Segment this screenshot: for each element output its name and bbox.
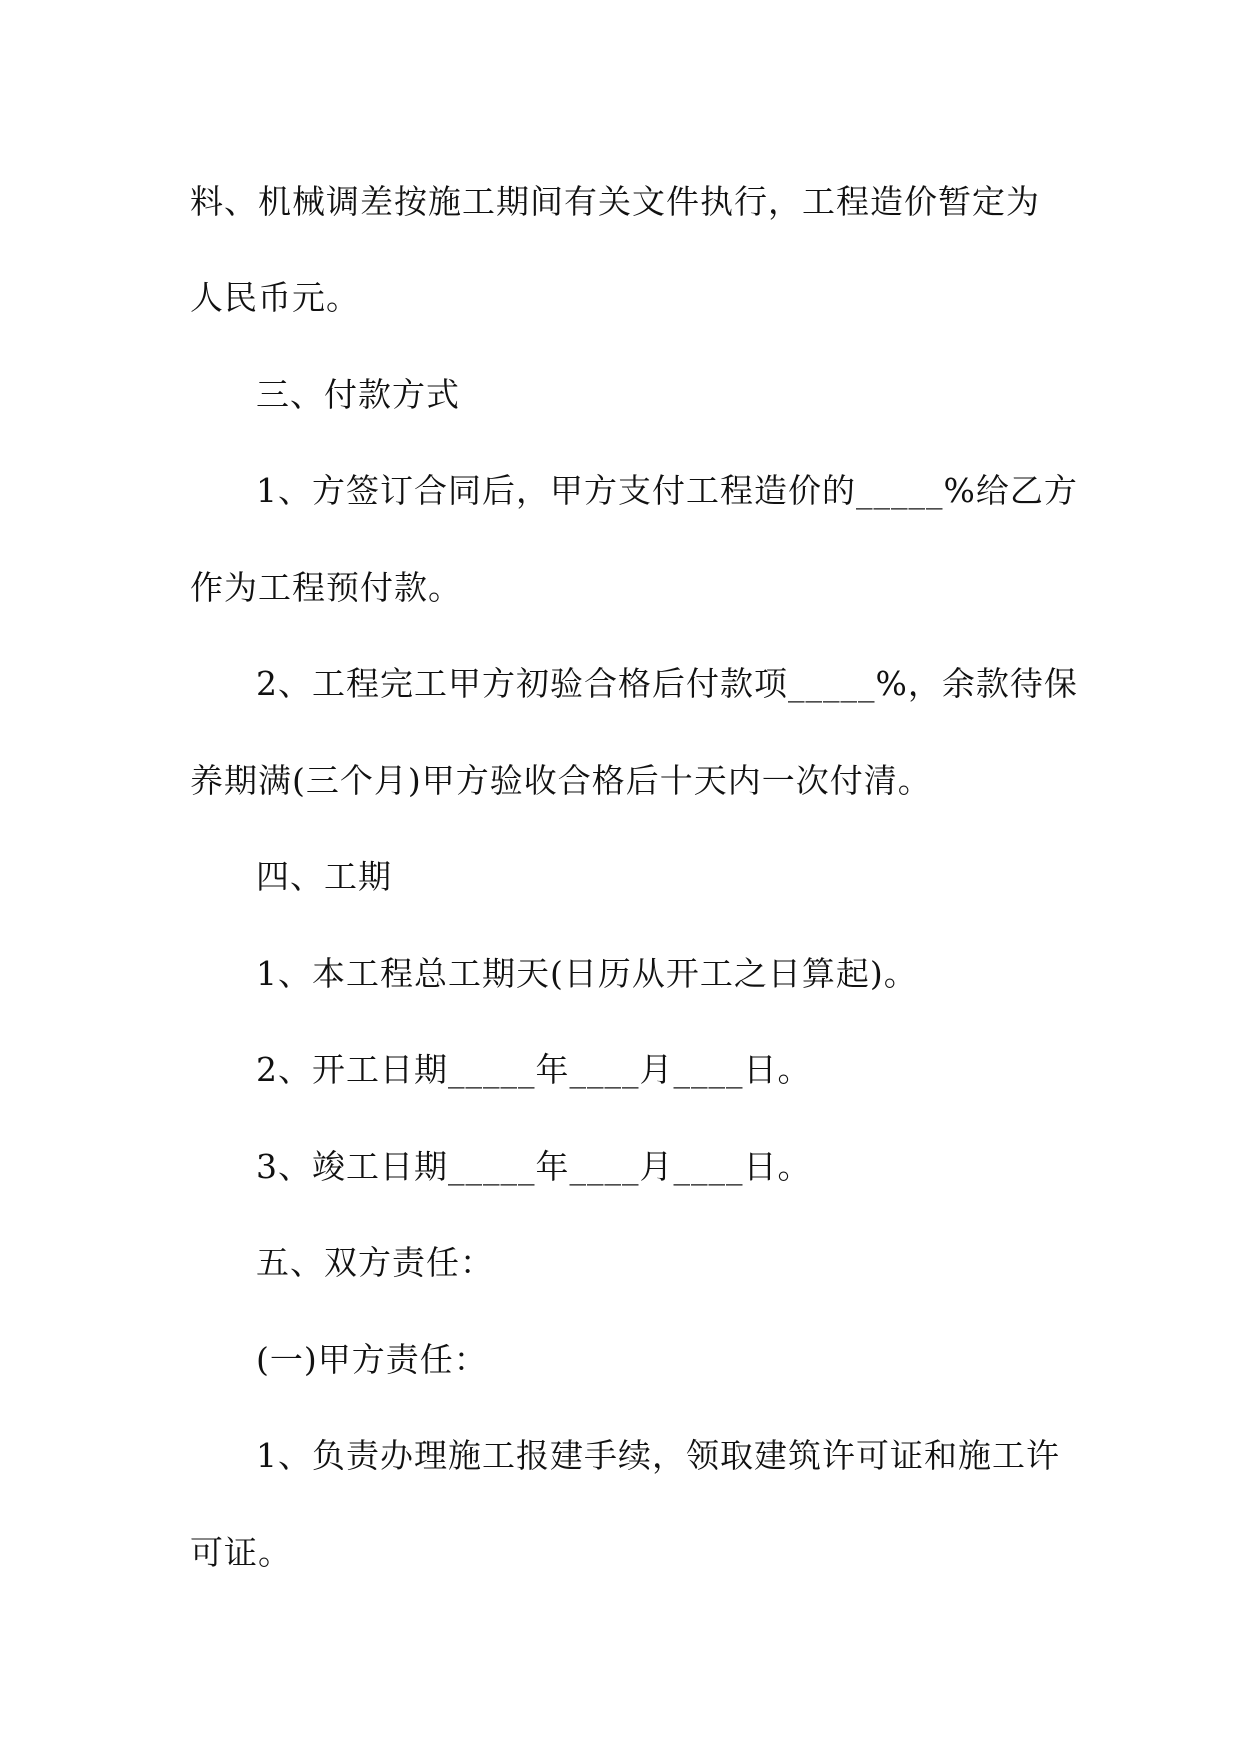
section-heading-responsibilities: 五、双方责任： (256, 1243, 494, 1282)
text-line-2: 人民币元。 (190, 278, 360, 317)
section-heading-payment: 三、付款方式 (256, 375, 460, 414)
section-heading-duration: 四、工期 (256, 857, 392, 896)
text-line-7: 养期满(三个月)甲方验收合格后十天内一次付清。 (190, 761, 932, 800)
text-line-11: 3、竣工日期_____年____月____日。 (256, 1147, 812, 1186)
text-line-4: 1、方签订合同后，甲方支付工程造价的_____%给乙方 (256, 471, 1078, 510)
text-line-5: 作为工程预付款。 (190, 568, 462, 607)
text-line-14: 1、负责办理施工报建手续，领取建筑许可证和施工许 (256, 1436, 1060, 1475)
subsection-heading-party-a: (一)甲方责任： (256, 1340, 488, 1379)
text-line-6: 2、工程完工甲方初验合格后付款项_____%，余款待保 (256, 664, 1078, 703)
text-line-15: 可证。 (190, 1533, 292, 1572)
text-line-9: 1、本工程总工期天(日历从开工之日算起)。 (256, 954, 918, 993)
text-line-10: 2、开工日期_____年____月____日。 (256, 1050, 812, 1089)
text-line-1: 料、机械调差按施工期间有关文件执行，工程造价暂定为 (190, 182, 1040, 221)
